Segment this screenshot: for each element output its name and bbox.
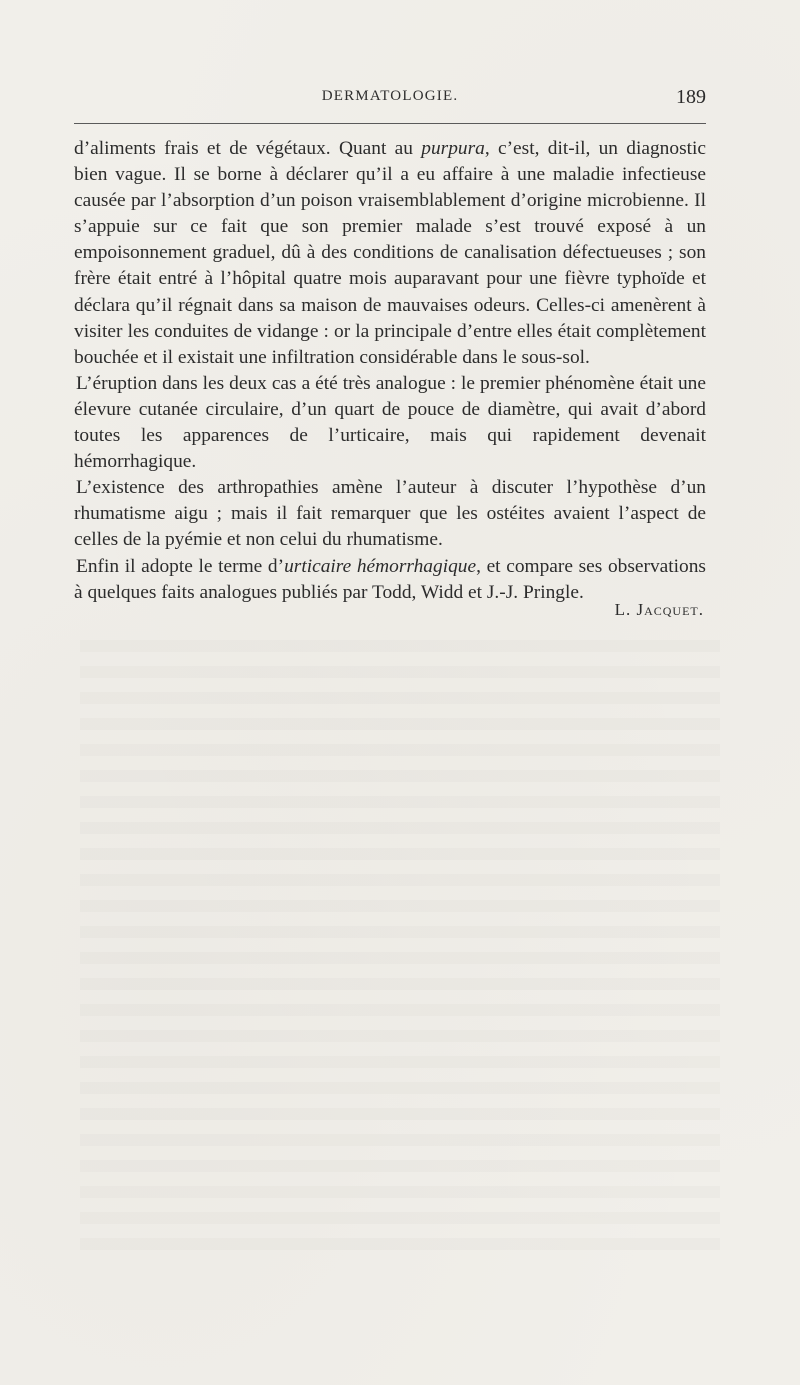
running-title: DERMATOLOGIE. [321, 88, 459, 104]
emphasis-term: urticaire hémorrhagique [284, 555, 477, 577]
show-through-texture [80, 640, 720, 1260]
page-number: 189 [676, 86, 706, 108]
paragraph-4: Enfin il adopte le terme d’urticaire hémorrhagique, et compare ses observations à quelques faits analogues publiés par Todd, Widd et J.-J. Pringle. [74, 555, 706, 603]
author-signature: L. Jacquet. [614, 600, 704, 619]
paragraph-3: L’existence des arthropathies amène l’auteur à discuter l’hypothèse d’un rhumatisme aigu ; mais il fait remarquer que les ostéites avaient l’aspect de celles de la pyémie et non celui du rhumatisme. [74, 477, 706, 551]
paragraph-1: d’aliments frais et de végétaux. Quant au purpura, c’est, dit-il, un diagnostic bien vague. Il se borne à déclarer qu’il a eu affaire à une maladie infectieuse causée par l’absorption d’un poison vraisemblablement d’origine microbienne. Il s’appuie sur ce fait que son premier malade s’est trouvé exposé à un empoisonnement graduel, dû à des conditions de canalisation défectueuses ; son frère était entré à l’hôpital quatre mois auparavant pour une fièvre typhoïde et déclara qu’il régnait dans sa maison de mauvaises odeurs. Celles-ci amenèrent à visiter les conduites de vidange : or la principale d’entre elles était complètement bouchée et il existait une infiltration considérable dans le sous-sol. [74, 138, 706, 368]
header-rule [74, 123, 706, 124]
emphasis-term: purpura [421, 138, 485, 159]
paragraph-2: L’éruption dans les deux cas a été très analogue : le premier phénomène était une élevure cutanée circulaire, d’un quart de pouce de diamètre, qui avait d’abord toutes les apparences de l’urticaire, mais qui rapidement devenait hémorrhagique. [74, 372, 706, 473]
article-body [74, 136, 706, 606]
page-header [74, 86, 706, 114]
signature-smallcaps: acquet. [644, 600, 704, 619]
